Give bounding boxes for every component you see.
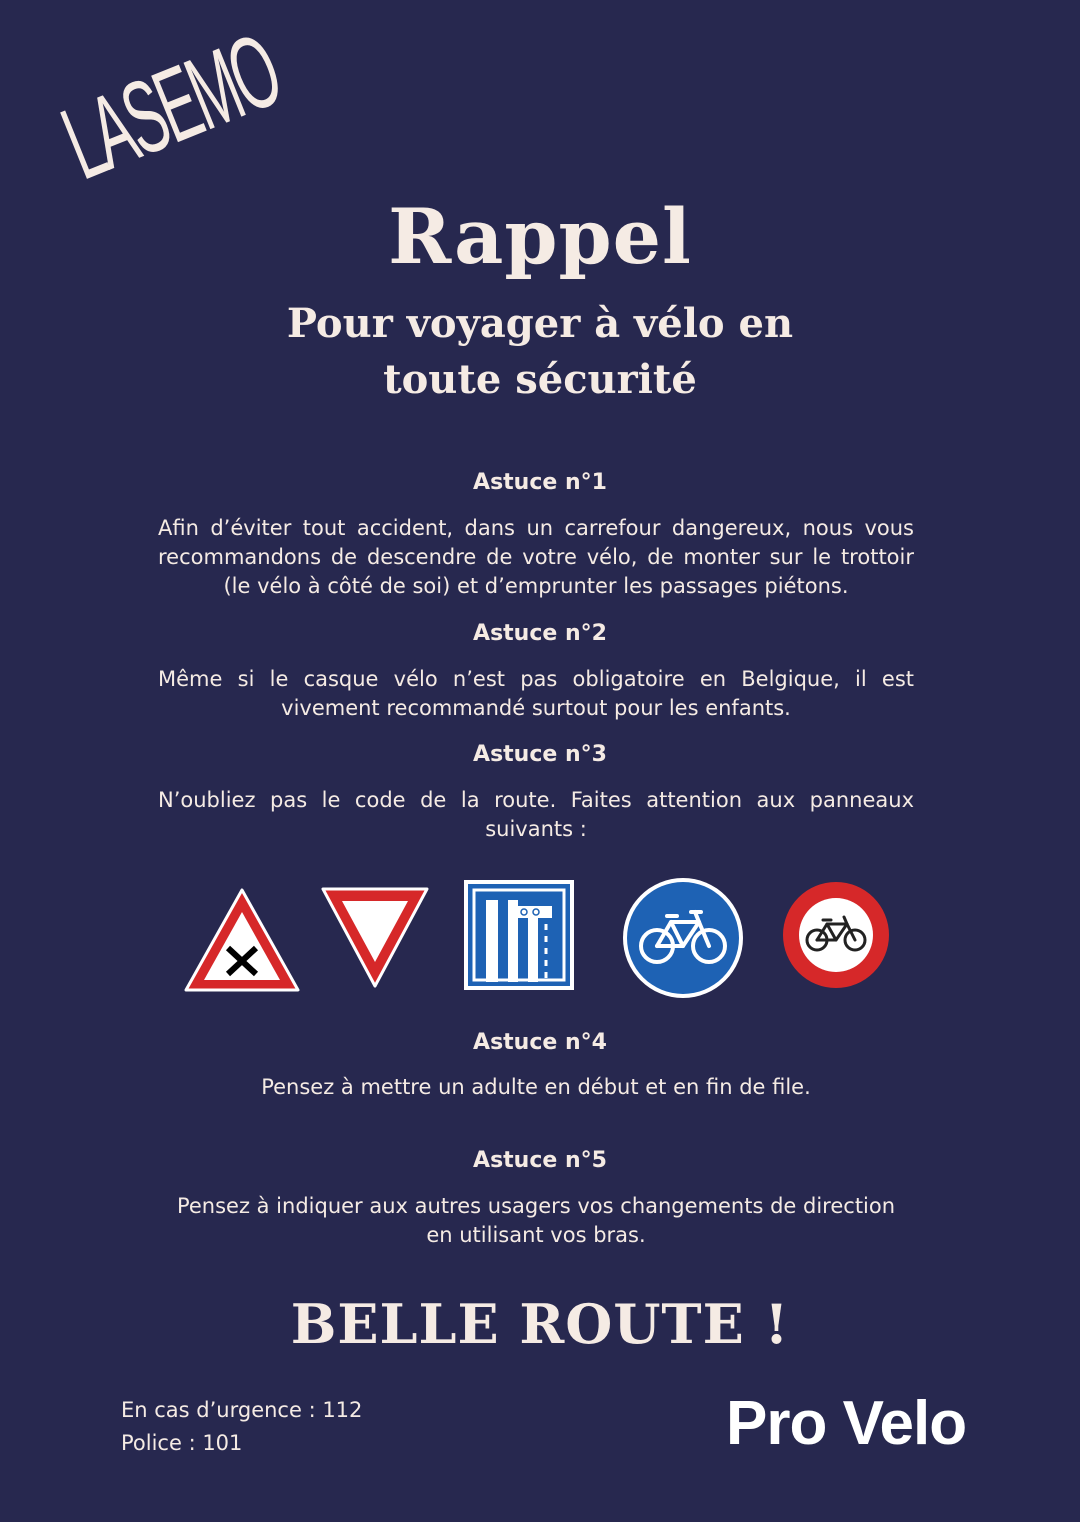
closing-message: BELLE ROUTE ! — [290, 1292, 790, 1356]
tip-5-heading: Astuce n°5 — [473, 1148, 607, 1173]
tip-3-text: N’oubliez pas le code de la route. Faites attention aux panneaux suivants : — [158, 788, 914, 841]
tip-2-heading: Astuce n°2 — [473, 621, 607, 646]
tip-4-text: Pensez à mettre un adulte en début et en fin de file. — [261, 1075, 811, 1099]
road-signs-row — [0, 876, 1080, 1000]
tip-4-heading: Astuce n°4 — [473, 1030, 607, 1055]
subtitle-line-1: Pour voyager à vélo en — [286, 300, 794, 347]
page-subtitle — [0, 296, 1080, 408]
logo-text: LASEMO — [47, 12, 294, 202]
tip-5-text: Pensez à indiquer aux autres usagers vos changements de direction en utilisant vos bras. — [176, 1194, 896, 1247]
police-line: Police : 101 — [121, 1431, 243, 1455]
priority-crossroads-warning-sign-icon — [182, 886, 302, 996]
pro-velo-logo: Pro Velo — [726, 1389, 967, 1458]
no-bicycles-sign-icon — [781, 880, 891, 990]
emergency-numbers — [121, 1394, 362, 1460]
tip-1-text: Afin d’éviter tout accident, dans un carrefour dangereux, nous vous recommandons de descendre de votre vélo, de monter sur le trottoir (le vélo à côté de soi) et d’emprunter les passages piétons. — [158, 516, 914, 598]
emergency-line: En cas d’urgence : 112 — [121, 1398, 363, 1422]
cycle-lane-information-sign-icon — [464, 880, 574, 990]
tip-1-heading: Astuce n°1 — [473, 470, 607, 495]
mandatory-cycle-path-sign-icon — [621, 876, 745, 1000]
tip-2-text: Même si le casque vélo n’est pas obligatoire en Belgique, il est vivement recommandé surtout pour les enfants. — [158, 667, 914, 720]
yield-sign-icon — [320, 886, 430, 990]
page-title: Rappel — [388, 192, 692, 281]
tip-3-heading: Astuce n°3 — [473, 742, 607, 767]
subtitle-line-2: toute sécurité — [383, 356, 697, 403]
